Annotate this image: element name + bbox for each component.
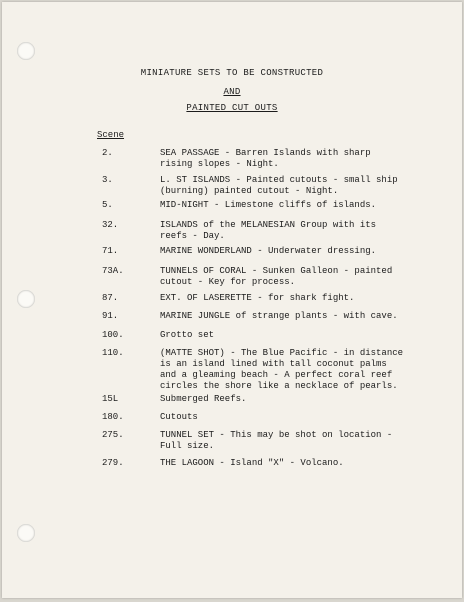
binder-hole bbox=[17, 524, 35, 542]
scene-number: 2. bbox=[102, 148, 113, 158]
scene-description: MARINE JUNGLE of strange plants - with cave. bbox=[160, 311, 398, 321]
scene-description: TUNNELS OF CORAL - Sunken Galleon - painted cutout - Key for process. bbox=[160, 266, 393, 287]
title-line-2: AND bbox=[223, 87, 241, 97]
binder-hole bbox=[17, 42, 35, 60]
scene-number: 100. bbox=[102, 330, 124, 340]
scene-number: 3. bbox=[102, 175, 113, 185]
scene-number: 15L bbox=[102, 394, 119, 404]
document-page bbox=[2, 2, 462, 598]
title-line-1: MINIATURE SETS TO BE CONSTRUCTED bbox=[140, 68, 324, 78]
scene-number: 275. bbox=[102, 430, 124, 440]
scene-description: MARINE WONDERLAND - Underwater dressing. bbox=[160, 246, 377, 256]
scene-description: THE LAGOON - Island "X" - Volcano. bbox=[160, 458, 344, 468]
scene-description: EXT. OF LASERETTE - for shark fight. bbox=[160, 293, 355, 303]
scene-number: 279. bbox=[102, 458, 124, 468]
scene-description: Cutouts bbox=[160, 412, 198, 422]
scene-number: 110. bbox=[102, 348, 124, 358]
scene-description: MID-NIGHT - Limestone cliffs of islands. bbox=[160, 200, 377, 210]
scene-description: (MATTE SHOT) - The Blue Pacific - in distance is an island lined with tall coconut palms and a gleaming beach - A perfect coral reef circles the shore like a necklace of pearls. bbox=[160, 348, 404, 391]
scene-description: TUNNEL SET - This may be shot on location - Full size. bbox=[160, 430, 393, 451]
scene-description: SEA PASSAGE - Barren Islands with sharp rising slopes - Night. bbox=[160, 148, 371, 169]
scene-description: Submerged Reefs. bbox=[160, 394, 247, 404]
scene-number: 5. bbox=[102, 200, 113, 210]
binder-hole bbox=[17, 290, 35, 308]
scene-number: 71. bbox=[102, 246, 119, 256]
scene-number: 73A. bbox=[102, 266, 124, 276]
scene-number: 32. bbox=[102, 220, 119, 230]
scene-description: Grotto set bbox=[160, 330, 215, 340]
scene-number: 91. bbox=[102, 311, 119, 321]
scene-number: 87. bbox=[102, 293, 119, 303]
scene-column-header: Scene bbox=[97, 130, 125, 140]
scene-number: 180. bbox=[102, 412, 124, 422]
scene-description: L. ST ISLANDS - Painted cutouts - small ship (burning) painted cutout - Night. bbox=[160, 175, 398, 196]
scene-description: ISLANDS of the MELANESIAN Group with its reefs - Day. bbox=[160, 220, 377, 241]
title-line-3: PAINTED CUT OUTS bbox=[186, 103, 278, 113]
